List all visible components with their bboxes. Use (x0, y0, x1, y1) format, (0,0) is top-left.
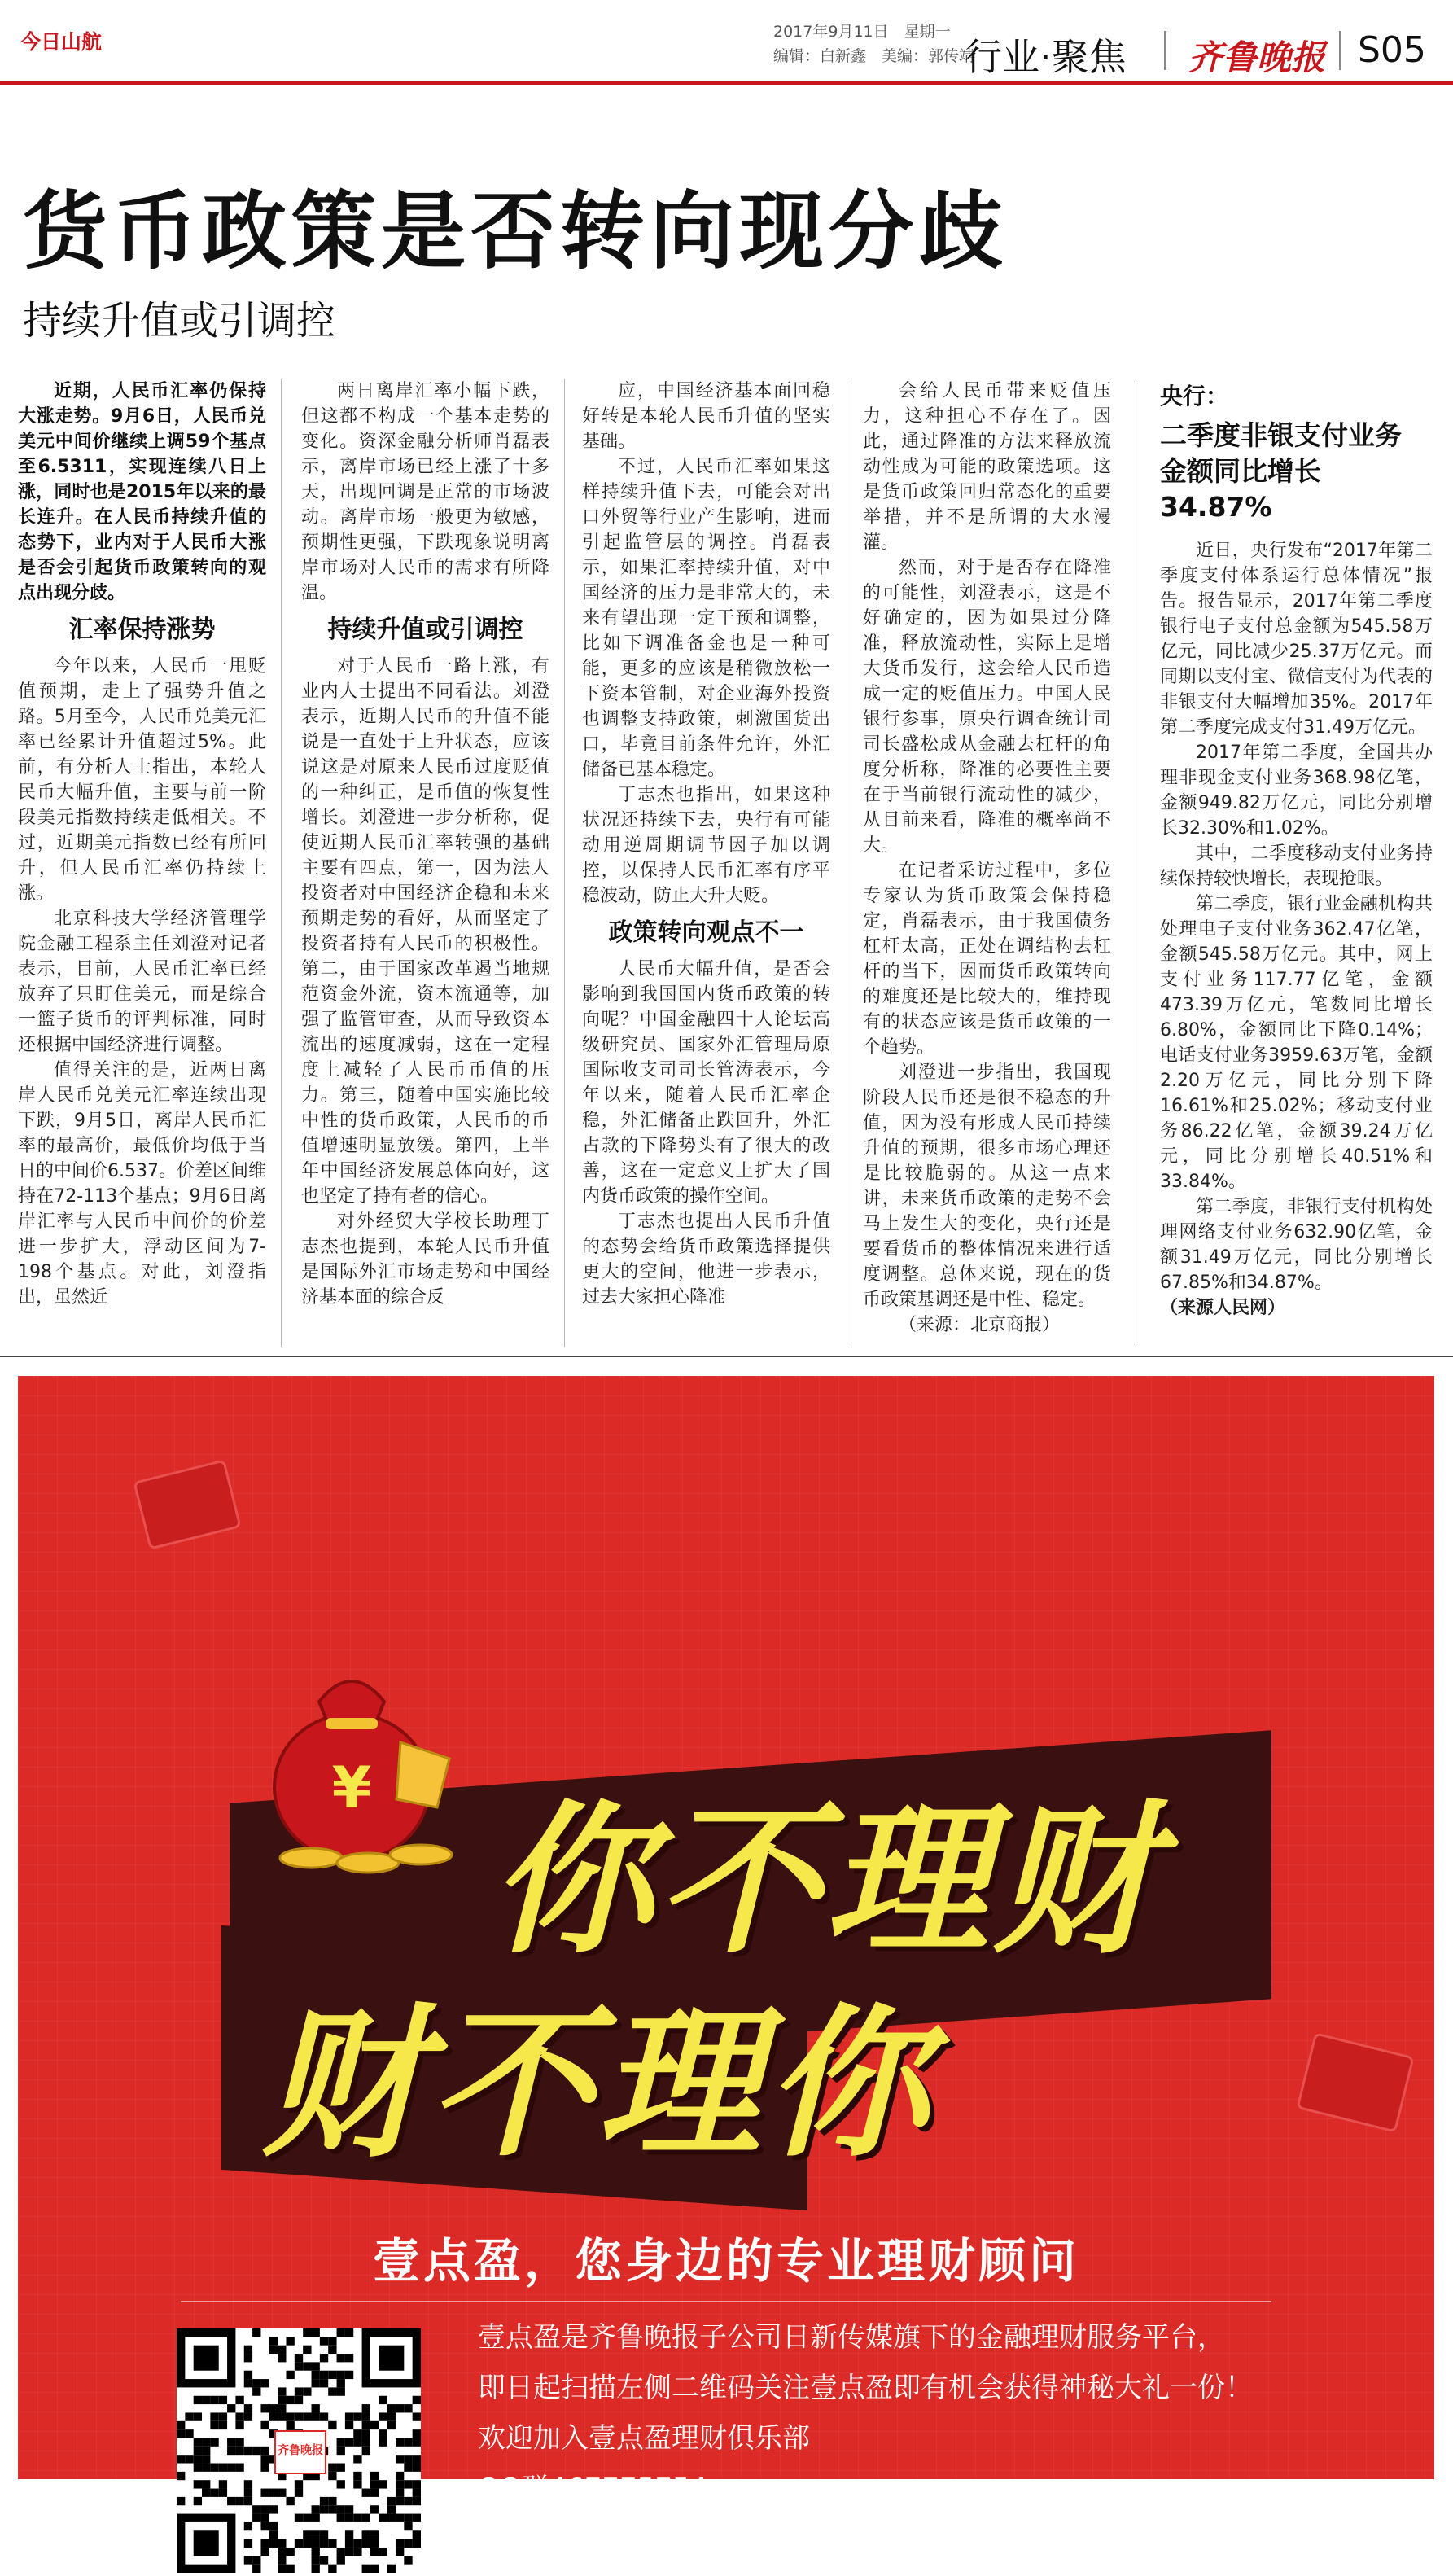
header-rule (0, 81, 1453, 85)
section-heading: 持续升值或引调控 (327, 616, 523, 644)
paragraph: 近日，央行发布“2017年第二季度支付体系运行总体情况”报告。报告显示，2017年第二季度银行电子支付总金额为545.58万亿元，同比减少25.37万亿元。而同期以支付宝、微信支付为代表的非银支付大幅增加35%。2017年第二季度完成支付31.49万亿元。 (1160, 541, 1433, 738)
paragraph: 丁志杰也提出人民币升值的态势会给货币政策选择提供更大的空间，他进一步表示，过去大家担心降准 (582, 1211, 830, 1308)
ad-info (478, 2312, 1398, 2565)
slogan-line-2: 财不理你 (262, 1990, 934, 2180)
money-bag-icon (262, 1645, 457, 1873)
header-divider (1339, 31, 1341, 70)
paragraph: 丁志杰也指出，如果这种状况还持续下去，央行有可能动用逆周期调节因子加以调控，以保持人民币汇率有序平稳波动，防止大升大贬。 (582, 785, 830, 906)
ad-qq-group: QQ群467775754 (478, 2473, 708, 2505)
red-envelope-icon (133, 1459, 241, 1550)
paragraph: 人民币大幅升值，是否会影响到我国国内货币政策的转向呢？中国金融四十人论坛高级研究员、国家外汇管理局原国际收支司司长管涛表示，今年以来，随着人民币汇率企稳，外汇储备止跌回升，外汇占款的下降势头有了很大的改善，这在一定意义上扩大了国内货币政策的操作空间。 (582, 959, 830, 1207)
paragraph: 不过，人民币汇率如果这样持续升值下去，可能会对出口外贸等行业产生影响，进而引起监管层的调控。肖磊表示，如果汇率持续升值，对中国经济的压力是非常大的，未来有望出现一定干预和调整，比如下调准备金也是一种可能，更多的应该是稍微放松一下资本管制，对企业海外投资也调整支持政策，刺激国货出口，毕竟目前条件允许，外汇储备已基本稳定。 (582, 457, 830, 780)
red-envelope-icon (1296, 2032, 1414, 2133)
ad-phone: 咨询电话0531-85196807或85196728 (478, 2523, 978, 2556)
issue-date: 2017年9月11日 星期一 (773, 23, 951, 41)
column-label: 今日山航 (20, 30, 103, 54)
sidebar-source: （来源人民网） (1160, 1298, 1286, 1318)
qr-code[interactable] (177, 2328, 421, 2573)
paragraph: 2017年第二季度，全国共办理非现金支付业务368.98亿笔，金额949.82万亿元，同比分别增长32.30%和1.02%。 (1160, 743, 1433, 839)
paragraph: 第二季度，银行业金融机构共处理电子支付业务362.47亿笔，金额545.58万亿元。其中，网上支付业务117.77亿笔，金额473.39万亿元，笔数同比增长6.80%，金额同比下降0.14%；电话支付业务3959.63万笔，金额2.20万亿元，同比分别下降16.61%和25.02%；移动支付业务86.22亿笔，金额39.24万亿元，同比分别增长40.51%和33.84%。 (1160, 894, 1433, 1192)
svg-text:¥: ¥ (331, 1755, 372, 1821)
article-headline: 货币政策是否转向现分歧 (23, 182, 1009, 281)
article-column-2 (301, 379, 549, 1356)
article-source: （来源：北京商报） (899, 1315, 1061, 1335)
sidebar-story (1160, 379, 1433, 1356)
page-number: S05 (1358, 29, 1426, 71)
article-subhead: 持续升值或引调控 (23, 298, 336, 344)
header-divider (1164, 31, 1166, 70)
tagline-underline (181, 2301, 1271, 2302)
paragraph: 在记者采访过程中，多位专家认为货币政策会保持稳定，肖磊表示，由于我国债务杠杆太高，正处在调结构去杠杆的当下，因而货币政策转向的难度还是比较大的，维持现有的状态应该是货币政策的一个趋势。 (863, 861, 1111, 1058)
ad-tagline: 壹点盈，您身边的专业理财顾问 (372, 2233, 1079, 2289)
issue-editors: 编辑：白新鑫 美编：郭传靖 (773, 47, 975, 65)
advertisement (18, 1376, 1434, 2556)
ad-info-line: 欢迎加入壹点盈理财俱乐部 (478, 2422, 810, 2455)
section-heading: 政策转向观点不一 (608, 918, 804, 947)
article-column-1 (18, 379, 266, 1356)
paragraph: 应，中国经济基本面回稳好转是本轮人民币升值的坚实基础。 (582, 381, 830, 452)
section-heading: 汇率保持涨势 (68, 616, 216, 644)
paragraph: 对于人民币一路上涨，有业内人士提出不同看法。刘澄表示，近期人民币的升值不能说是一直处于上升状态，应该说这是对原来人民币过度贬值的一种纠正，是币值的恢复性增长。刘澄进一步分析称，促使近期人民币汇率转强的基础主要有四点，第一，因为法人投资者对中国经济企稳和未来预期走势的看好，从而坚定了投资者持有人民币的积极性。第二，由于国家改革遏当地规范资金外流，资本流通等，加强了监管审查，从而导致资本流出的速度减弱，这在一定程度上减轻了人民币币值的压力。第三，随着中国实施比较中性的货币政策，人民币的币值增速明显放缓。第四，上半年中国经济发展总体向好，这也坚定了持有者的信心。 (301, 656, 549, 1207)
paragraph: 会给人民币带来贬值压力，这种担心不存在了。因此，通过降准的方法来释放流动性成为可能的政策选项。这是货币政策回归常态化的重要举措，并不是所谓的大水漫灌。 (863, 381, 1111, 553)
sidebar-headline (1160, 418, 1433, 525)
paragraph: 两日离岸汇率小幅下跌，但这都不构成一个基本走势的变化。资深金融分析师肖磊表示，离岸市场已经上涨了十多天，出现回调是正常的市场波动。离岸市场一般更为敏感，预期性更强，下跌现象说明离岸市场对人民币的需求有所降温。 (301, 381, 549, 603)
page-header (0, 0, 1453, 81)
slogan-line-1: 你不理财 (490, 1786, 1162, 1976)
article-lead: 近期，人民币汇率仍保持大涨走势。9月6日，人民币兑美元中间价继续上调59个基点至6.5311，实现连续八日上涨，同时也是2015年以来的最长连升。在人民币持续升值的态势下，业内对于人民币大涨是否会引起货币政策转向的观点出现分歧。 (18, 381, 266, 603)
paragraph: 值得关注的是，近两日离岸人民币兑美元汇率连续出现下跌，9月5日，离岸人民币汇率的最高价，最低价均低于当日的中间价6.537。价差区间维持在72-113个基点；9月6日离岸汇率与人民币中间价的价差进一步扩大，浮动区间为7-198个基点。对此，刘澄指出，虽然近 (18, 1060, 266, 1308)
section-title: 行业·聚焦 (965, 35, 1127, 79)
paragraph: 其中，二季度移动支付业务持续保持较快增长，表现抢眼。 (1160, 843, 1433, 889)
paragraph: 第二季度，非银行支付机构处理网络支付业务632.90亿笔，金额31.49万亿元，同比分别增长67.85%和34.87%。 (1160, 1197, 1433, 1293)
sidebar-body (1160, 538, 1433, 1321)
column-divider (564, 379, 565, 1347)
paragraph: 今年以来，人民币一甩贬值预期，走上了强势升值之路。5月至今，人民币兑美元汇率已经累计升值超过5%。此前，有分析人士指出，本轮人民币大幅升值，主要与前一阶段美元指数持续走低相关。不过，近期美元指数已经有所回升，但人民币汇率仍持续上涨。 (18, 656, 266, 904)
article-column-3 (582, 379, 830, 1356)
ad-info-line: 即日起扫描左侧二维码关注壹点盈即有机会获得神秘大礼一份！ (478, 2372, 1253, 2404)
column-divider (281, 379, 282, 1347)
ad-separator-rule (0, 1356, 1453, 1357)
article-column-4 (863, 379, 1111, 1356)
sidebar-headline-line1: 二季度非银支付业务 (1160, 419, 1402, 451)
qr-logo: 齐鲁晚报 (274, 2430, 326, 2474)
ad-info-line: 壹点盈是齐鲁晚报子公司日新传媒旗下的金融理财服务平台， (478, 2321, 1225, 2354)
sidebar-headline-line2: 金额同比增长34.87% (1160, 455, 1321, 523)
newspaper-logo: 齐鲁晚报 (1188, 37, 1326, 77)
paragraph: 刘澄进一步指出，我国现阶段人民币还是很不稳态的升值，因为没有形成人民币持续升值的预期，很多市场心理还是比较脆弱的。从这一点来讲，未来货币政策的走势不会马上发生大的变化，央行还是要看货币的整体情况来进行适度调整。总体来说，现在的货币政策基调还是中性、稳定。 (863, 1062, 1111, 1310)
paragraph: 然而，对于是否存在降准的可能性，刘澄表示，这是不好确定的，因为如果过分降准，释放流动性，实际上是增大货币发行，这会给人民币造成一定的贬值压力。中国人民银行参事，原央行调查统计司司长盛松成从金融去杠杆的角度分析称，降准的必要性主要在于当前银行流动性的减少，从目前来看，降准的概率尚不大。 (863, 558, 1111, 856)
sidebar-kicker: 央行： (1160, 383, 1229, 410)
paragraph: 北京科技大学经济管理学院金融工程系主任刘澄对记者表示，目前，人民币汇率已经放弃了只盯住美元，而是综合一篮子货币的评判标准，同时还根据中国经济进行调整。 (18, 909, 266, 1055)
paragraph: 对外经贸大学校长助理丁志杰也提到，本轮人民币升值是国际外汇市场走势和中国经济基本面的综合反 (301, 1211, 549, 1308)
issue-meta (773, 20, 974, 68)
